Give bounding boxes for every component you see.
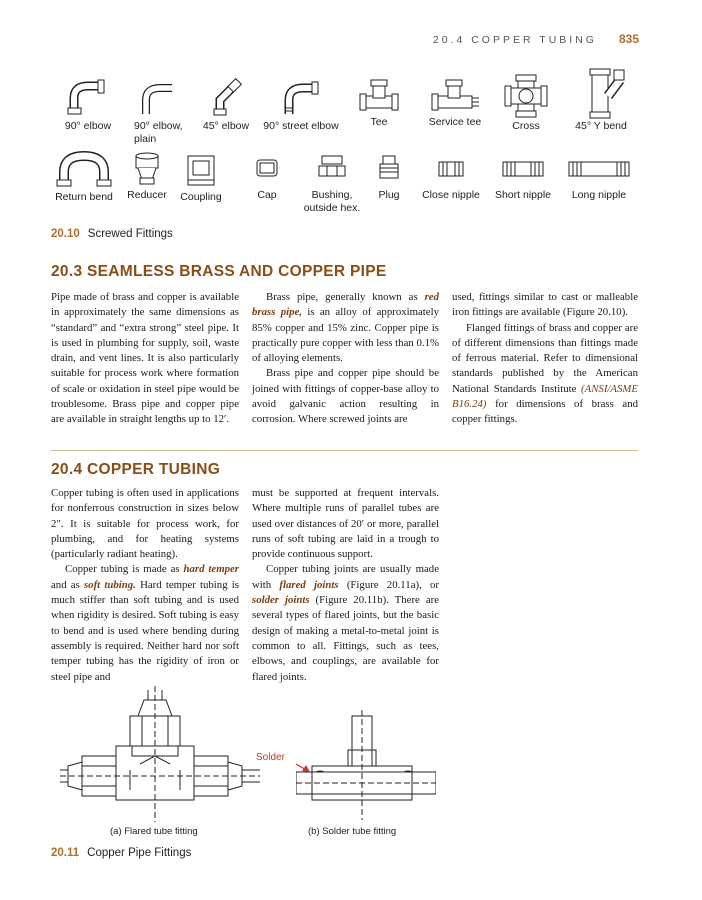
text: Copper tubing joints are usually made with [252, 563, 439, 591]
figure-title: Copper Pipe Fittings [87, 847, 192, 859]
fitting-close-nipple [416, 150, 486, 202]
section-20-4-col1 [51, 486, 239, 685]
fitting-coupling [176, 150, 226, 204]
figure-20-11a-subcaption: (a) Flared tube fitting [110, 826, 198, 837]
fitting-label: Short nipple [494, 189, 552, 201]
fitting-return-bend [48, 150, 120, 204]
fitting-cap [248, 150, 286, 202]
fitting-label: Return bend [55, 191, 113, 203]
figure-title: Screwed Fittings [87, 228, 173, 240]
coupling-drawing [184, 150, 218, 188]
fitting-label: Plug [378, 189, 400, 201]
elbow-45-drawing [206, 78, 246, 118]
figure-20-10-caption [51, 228, 173, 240]
paragraph: must be supported at frequent intervals. Where multiple runs of parallel tubes are used over distances of 20′ or more, parallel runs of soft tubing are laid in a trough to provide continuous support. [252, 487, 439, 561]
fitting-long-nipple [564, 150, 634, 202]
elbow-90-plain-drawing [136, 78, 180, 118]
fitting-elbow-45 [198, 78, 254, 133]
fitting-label: Reducer [127, 189, 167, 201]
term-red-brass-pipe: red brass pipe, [252, 291, 439, 319]
figure-number: 20.10 [51, 228, 80, 240]
solder-tube-fitting-drawing [296, 710, 436, 820]
y-bend-45-drawing [576, 66, 626, 120]
fitting-bushing [296, 150, 368, 215]
fitting-label: Cap [257, 189, 277, 201]
fitting-cross [500, 74, 552, 133]
bushing-drawing [315, 150, 349, 186]
section-divider [51, 450, 638, 451]
paragraph [452, 321, 638, 428]
cap-drawing [252, 150, 282, 186]
flared-tube-fitting-drawing [60, 686, 260, 822]
term-soft-tubing: soft tubing. [83, 578, 136, 591]
elbow-90-drawing [66, 78, 110, 118]
fitting-label: 45° Y bend [575, 120, 627, 132]
running-head-title: 20.4 COPPER TUBING [432, 34, 597, 46]
text: Copper tubing is made as [65, 563, 184, 576]
fitting-label: Bushing, outside hex. [303, 189, 361, 214]
text: (Figure 20.11a), or [338, 578, 439, 591]
text: Hard temper tubing is much stiffer than soft tubing and is used when rigidity is desired. Soft tubing is easy to bend and is used where bending during assembly is required. Neither hard nor soft temper tubing has the rigidity of iron or steel pipe and [51, 578, 239, 683]
text: is an alloy of approximately 85% copper and 15% zinc. Copper pipe is practically pure copper with less than 0.1% of alloying elements. [252, 306, 440, 365]
section-20-3-col2 [252, 290, 439, 428]
fitting-tee [350, 78, 408, 129]
fitting-street-elbow-90 [258, 78, 344, 133]
street-elbow-90-drawing [279, 78, 323, 118]
term-solder-joints: solder joints [252, 594, 310, 607]
figure-number: 20.11 [51, 847, 80, 859]
paragraph [252, 290, 439, 366]
section-20-3-col3 [452, 290, 638, 428]
fitting-label: Coupling [180, 191, 222, 203]
paragraph [51, 562, 239, 684]
text: and as [51, 578, 84, 591]
fitting-short-nipple [488, 150, 558, 202]
figure-20-11b-subcaption: (b) Solder tube fitting [308, 826, 397, 837]
section-20-4-title: 20.4 COPPER TUBING [51, 461, 221, 478]
tee-drawing [359, 78, 399, 118]
paragraph: Pipe made of brass and copper is available in approximately the same dimensions as “standard” and “extra strong” steel pipe. It is used in plumbing for supply, soil, waste drain, and vent lines. It is also particularly suitable for process work where formation of scale or oxidation in steel pipe would be troublesome. Brass pipe and copper pipe are available in straight lengths up to 12′. [51, 291, 239, 426]
paragraph: Copper tubing is often used in applications for nonferrous construction in sizes below 2″. It is suitable for process work, for plumbing, and for heating systems (particularly radiant heating). [51, 487, 239, 561]
fitting-label: Close nipple [422, 189, 480, 201]
fitting-service-tee [420, 78, 490, 129]
solder-callout-label: Solder [256, 752, 285, 763]
fitting-plug [370, 150, 408, 202]
fitting-elbow-90-plain [126, 78, 194, 146]
long-nipple-drawing [567, 150, 631, 186]
paragraph [252, 562, 439, 684]
plug-drawing [374, 150, 404, 186]
text: Brass pipe, generally known as [266, 291, 425, 303]
term-hard-temper: hard temper [183, 563, 239, 576]
fitting-label: 90° street elbow [263, 120, 339, 132]
reducer-drawing [130, 150, 164, 186]
fitting-label: Cross [512, 120, 540, 132]
fitting-elbow-90 [50, 78, 126, 133]
close-nipple-drawing [433, 150, 469, 186]
running-head [433, 32, 639, 46]
page-number: 835 [618, 32, 639, 46]
text: for dimensions of brass and copper fittings. [452, 398, 638, 426]
section-20-4-col2 [252, 486, 439, 685]
fitting-label: Service tee [428, 116, 482, 128]
fitting-reducer [122, 150, 172, 202]
standard-reference: (ANSI/ASME B16.24) [452, 382, 638, 411]
paragraph: used, fittings similar to cast or malleable iron fittings are available (Figure 20.10). [452, 291, 638, 319]
fitting-label: 90° elbow [64, 120, 112, 132]
fitting-label: 45° elbow [202, 120, 250, 132]
cross-drawing [504, 74, 548, 118]
return-bend-drawing [56, 150, 112, 188]
figure-20-11-caption [51, 847, 191, 859]
text: Flanged fittings of brass and copper are of different dimensions than fittings made of ferrous material. Refer to dimensional standards published by the American National Standards Institute [452, 321, 638, 395]
service-tee-drawing [430, 78, 480, 118]
text: (Figure 20.11b). There are several types of flared joints, but the basic design of making a metal-to-metal joint is common to all. Fittings, such as tees, elbows, and couplings, are available for flared joints. [252, 594, 440, 683]
section-20-3-title: 20.3 SEAMLESS BRASS AND COPPER PIPE [51, 263, 387, 280]
paragraph: Brass pipe and copper pipe should be joined with fittings of copper-base alloy to avoid galvanic action resulting in corrosion. Where screwed joints are [252, 367, 439, 426]
fitting-y-bend-45 [566, 66, 636, 133]
term-flared-joints: flared joints [279, 578, 339, 591]
fitting-label: 90° elbow, plain [134, 120, 183, 145]
fitting-label: Tee [370, 116, 388, 128]
section-20-3-col1 [51, 290, 239, 428]
short-nipple-drawing [499, 150, 547, 186]
fitting-label: Long nipple [571, 189, 627, 201]
